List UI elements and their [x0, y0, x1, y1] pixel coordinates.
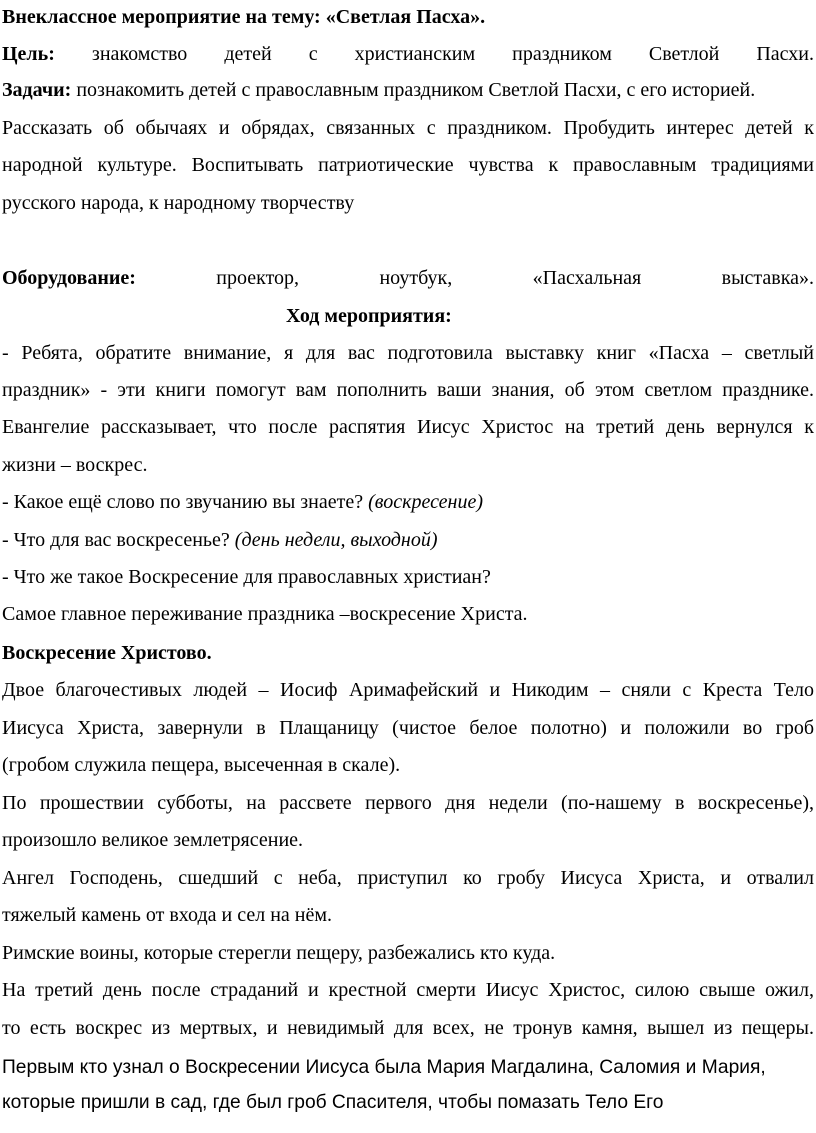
course-heading: Ход мероприятия:: [286, 305, 452, 327]
equipment-item: ноутбук,: [379, 267, 453, 289]
story-p5-line-1: На третий день после страданий и крестной смерти Иисус Христос, силою свыше ожил,: [2, 979, 814, 1001]
dialog-line-3: Евангелие рассказывает, что после распятия Иисус Христос на третий день вернулся к: [2, 416, 814, 438]
story-p5-line-2: то есть воскрес из мертвых, и невидимый для всех, не тронув камня, вышел из пещеры.: [2, 1017, 814, 1039]
question-2-text: - Что для вас воскресенье?: [2, 529, 230, 551]
tasks-text-1: познакомить детей с православным праздником Светлой Пасхи, с его историей.: [76, 79, 756, 101]
story-p1-line-2: Иисуса Христа, завернули в Плащаницу (чистое белое полотно) и положили во гроб: [2, 717, 814, 739]
equipment-item: «Пасхальная: [532, 267, 642, 289]
story-p3-line-1: Ангел Господень, сшедший с неба, приступил ко гробу Иисуса Христа, и отвалил: [2, 867, 814, 889]
goal-label: Цель:: [2, 43, 55, 65]
goal-line: [2, 37, 814, 71]
story-p6-line-2: которые пришли в сад, где был гроб Спасителя, чтобы помазать Тело Его: [2, 1092, 664, 1113]
goal-text: знакомство детей с христианским праздником Светлой Пасхи.: [91, 43, 814, 65]
equipment-label: Оборудование:: [2, 267, 136, 289]
tasks-line-3: народной культуре. Воспитывать патриотические чувства к православным традициями: [2, 154, 814, 176]
equipment-item: проектор,: [216, 267, 300, 289]
document-title: Внеклассное мероприятие на тему: «Светлая Пасха».: [2, 6, 486, 28]
tasks-label: Задачи:: [2, 79, 72, 101]
question-1: [2, 485, 814, 519]
story-p6-line-1: Первым кто узнал о Воскресении Иисуса была Мария Магдалина, Саломия и Мария,: [2, 1057, 766, 1078]
story-p2-line-1: По прошествии субботы, на рассвете первого дня недели (по-нашему в воскресенье),: [2, 792, 814, 814]
answer-1-text: (воскресение): [368, 491, 484, 513]
equipment-line: [2, 261, 814, 295]
dialog-line-1: - Ребята, обратите внимание, я для вас подготовила выставку книг «Пасха – светлый: [2, 342, 814, 364]
question-3: - Что же такое Воскресение для православных христиан?: [2, 566, 491, 588]
answer-2-text: (день недели, выходной): [234, 529, 438, 551]
question-2: [2, 523, 814, 557]
equipment-item: выставка».: [721, 267, 815, 289]
dialog-line-4: жизни – воскрес.: [2, 454, 148, 476]
dialog-line-2: праздник» - эти книги помогут вам пополнить ваши знания, об этом светлом празднике.: [2, 379, 814, 401]
tasks-line-1: [2, 73, 814, 107]
story-p1-line-3: (гробом служила пещера, высеченная в скале).: [2, 754, 401, 776]
question-1-text: - Какое ещё слово по звучанию вы знаете?: [2, 491, 364, 513]
story-p2-line-2: произошло великое землетрясение.: [2, 829, 304, 851]
tasks-line-4: русского народа, к народному творчеству: [2, 192, 355, 214]
section-heading: Воскресение Христово.: [2, 642, 212, 664]
main-statement: Самое главное переживание праздника –воскресение Христа.: [2, 603, 528, 625]
story-p1-line-1: Двое благочестивых людей – Иосиф Аримафейский и Никодим – сняли с Креста Тело: [2, 679, 814, 701]
tasks-line-2: Рассказать об обычаях и обрядах, связанных с праздником. Пробудить интерес детей к: [2, 117, 814, 139]
story-p4-line-1: Римские воины, которые стерегли пещеру, разбежались кто куда.: [2, 942, 556, 964]
story-p3-line-2: тяжелый камень от входа и сел на нём.: [2, 904, 333, 926]
